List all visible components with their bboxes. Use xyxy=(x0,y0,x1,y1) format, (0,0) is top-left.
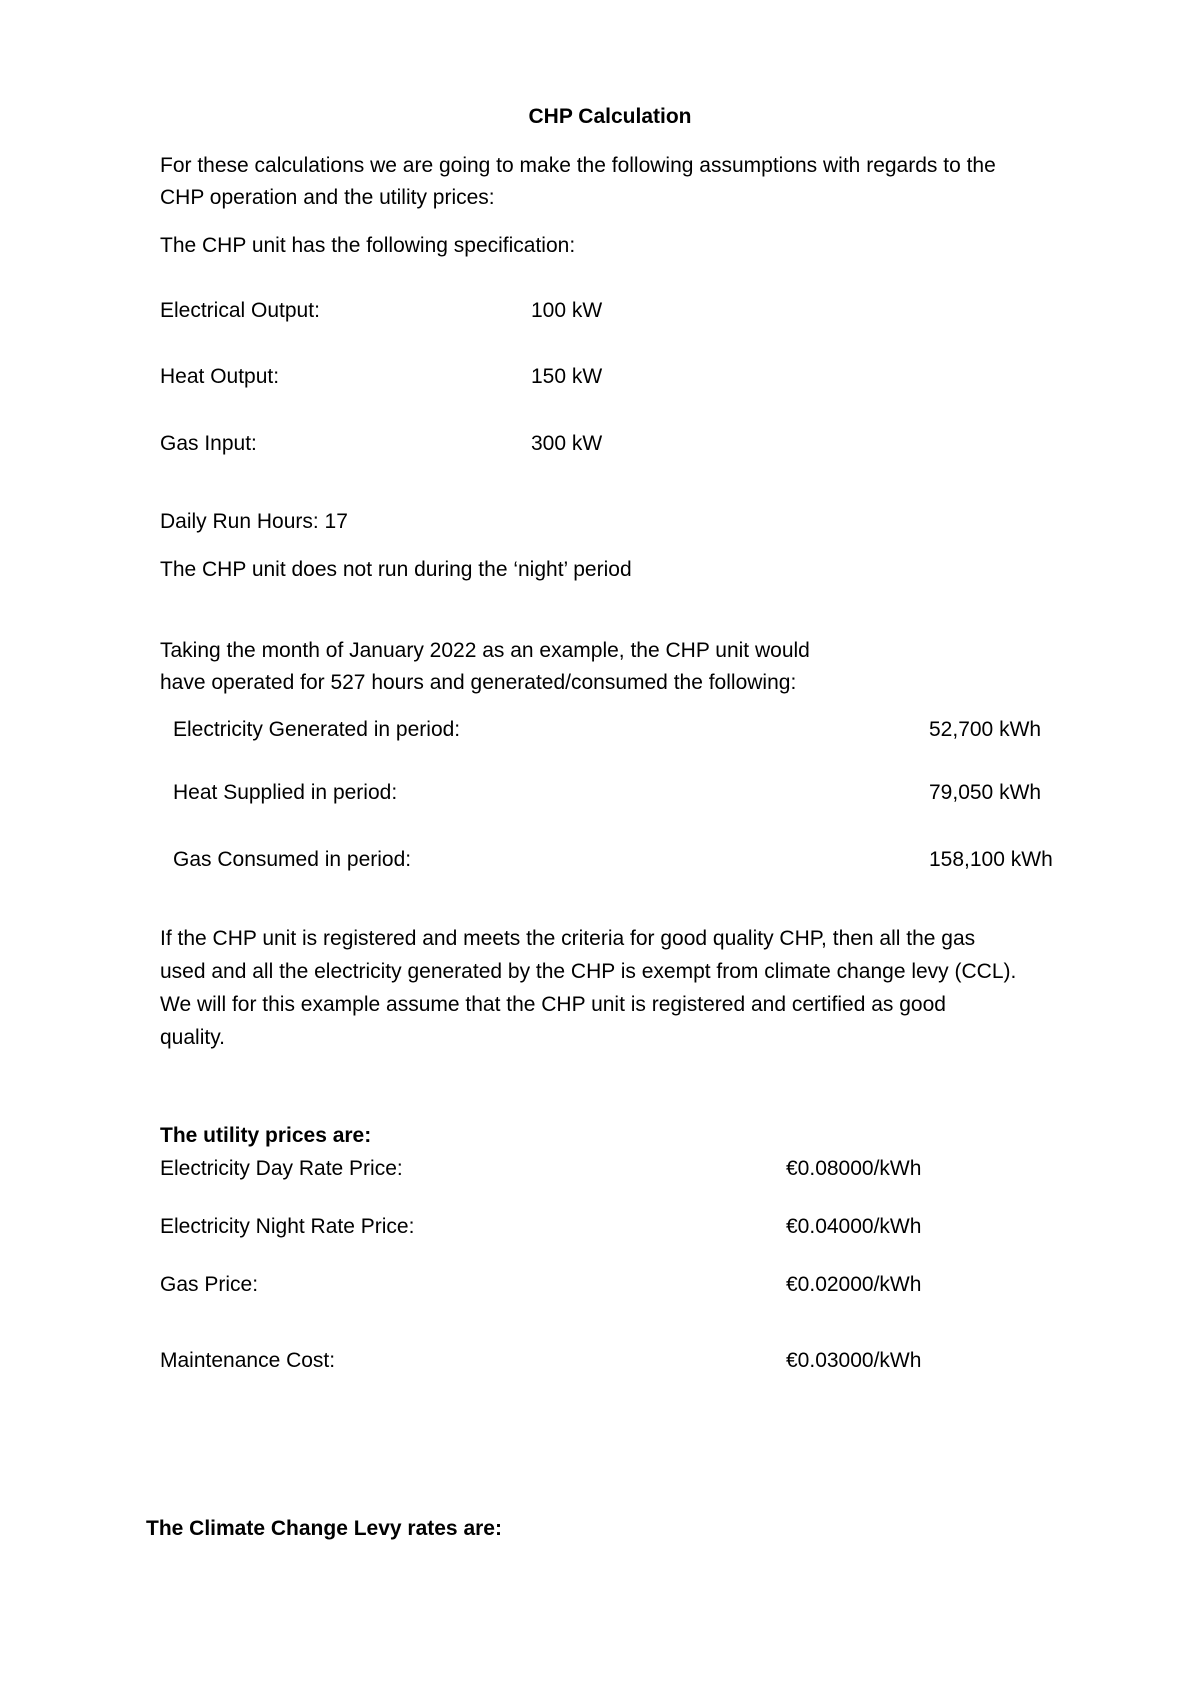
ccl-line-3: We will for this example assume that the CHP unit is registered and certified as good xyxy=(160,993,946,1016)
period-label: Gas Consumed in period: xyxy=(173,848,412,871)
example-line-2: have operated for 527 hours and generated/consumed the following: xyxy=(160,671,797,694)
period-label: Electricity Generated in period: xyxy=(173,718,461,741)
ccl-line-4: quality. xyxy=(160,1026,225,1049)
spec-value: 300 kW xyxy=(531,432,603,455)
example-line-1: Taking the month of January 2022 as an example, the CHP unit would xyxy=(160,639,810,662)
price-label: Maintenance Cost: xyxy=(160,1349,336,1372)
utility-heading: The utility prices are: xyxy=(160,1124,372,1147)
period-value: 158,100 kWh xyxy=(929,848,1053,871)
spec-heading: The CHP unit has the following specification: xyxy=(160,234,576,257)
price-label: Electricity Night Rate Price: xyxy=(160,1215,415,1238)
price-value: €0.02000/kWh xyxy=(786,1273,922,1296)
price-label: Gas Price: xyxy=(160,1273,259,1296)
spec-label: Gas Input: xyxy=(160,432,257,455)
price-label: Electricity Day Rate Price: xyxy=(160,1157,403,1180)
ccl-line-1: If the CHP unit is registered and meets the criteria for good quality CHP, then all the gas xyxy=(160,927,976,950)
spec-value: 150 kW xyxy=(531,365,603,388)
night-note: The CHP unit does not run during the ‘night’ period xyxy=(160,558,632,581)
period-value: 52,700 kWh xyxy=(929,718,1042,741)
price-value: €0.03000/kWh xyxy=(786,1349,922,1372)
spec-label: Heat Output: xyxy=(160,365,280,388)
ccl-line-2: used and all the electricity generated by the CHP is exempt from climate change levy (CCL). xyxy=(160,960,1017,983)
levy-heading: The Climate Change Levy rates are: xyxy=(146,1517,502,1540)
price-value: €0.08000/kWh xyxy=(786,1157,922,1180)
intro-line-2: CHP operation and the utility prices: xyxy=(160,186,495,209)
period-value: 79,050 kWh xyxy=(929,781,1042,804)
intro-line-1: For these calculations we are going to make the following assumptions with regards to the xyxy=(160,154,996,177)
price-value: €0.04000/kWh xyxy=(786,1215,922,1238)
page-title: CHP Calculation xyxy=(528,105,692,128)
period-label: Heat Supplied in period: xyxy=(173,781,398,804)
spec-label: Electrical Output: xyxy=(160,299,320,322)
spec-value: 100 kW xyxy=(531,299,603,322)
daily-run-hours: Daily Run Hours: 17 xyxy=(160,510,348,533)
